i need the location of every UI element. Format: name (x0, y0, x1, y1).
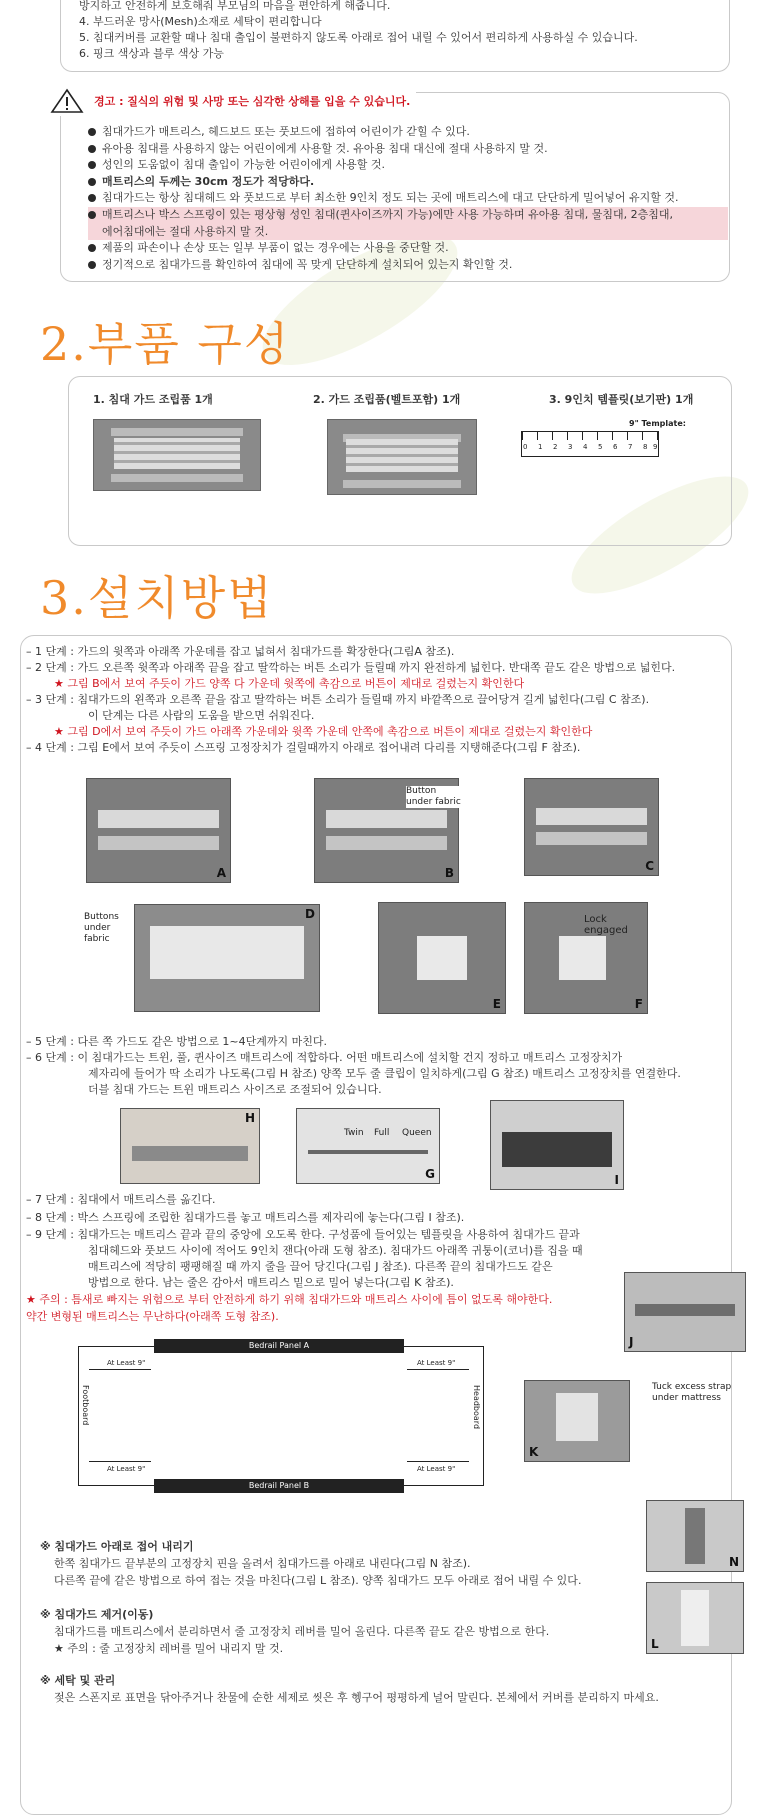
annotation-twin: Twin (344, 1128, 364, 1138)
guard-belt-photo (327, 419, 477, 495)
distance-label: At Least 9" (107, 1465, 146, 1473)
step-9-line2: 침대헤드와 풋보드 사이에 적어도 9인치 잰다(아래 도형 참조). 침대가드 아래쪽 귀퉁이(코너)를 집을 때 (88, 1244, 583, 1257)
feature-line: 5. 침대커버를 교환할 때나 침대 출입이 불편하지 않도록 아래로 접어 내릴 수 있어서 편리하게 사용하실 수 있습니다. (79, 31, 638, 44)
figure-label: I (614, 1173, 619, 1187)
section-title-text: 설치방법 (87, 571, 274, 625)
distance-label: At Least 9" (107, 1359, 146, 1367)
annotation-full: Full (374, 1128, 390, 1138)
feature-line: 방지하고 안전하게 보호해줘 부모님의 마음을 편안하게 해줍니다. (79, 0, 391, 12)
figure-label: K (529, 1445, 539, 1459)
step-3-note: 이 단계는 다른 사람의 도움을 받으면 쉬워진다. (88, 709, 315, 722)
footboard-label: Footboard (81, 1385, 90, 1426)
step-9: – 9 단계 : 침대가드는 매트리스 끝과 끝의 중앙에 오도록 한다. 구성품에 들어있는 템플릿을 사용하여 침대가드 끝과 (26, 1228, 580, 1241)
template-ruler (521, 431, 659, 457)
step-3-warning: ★ 그림 D에서 보여 주듯이 가드 아래쪽 가운데와 윗쪽 가운데 안쪽에 촉감으로 버튼이 제대로 걸렸는지 확인한다 (54, 725, 593, 738)
annotation-lock-engaged: Lock engaged (584, 914, 628, 936)
care-title: ※ 세탁 및 관리 (40, 1674, 116, 1687)
warning-item: 침대가드는 항상 침대헤드 와 풋보드로 부터 최소한 9인치 정도 되는 곳에 매트리스에 대고 단단하게 밀어넣어 유지할 것. (88, 190, 728, 207)
template-number: 1 (538, 443, 543, 451)
part-label: 1. 침대 가드 조립품 1개 (93, 393, 213, 406)
figure-label: H (244, 1111, 255, 1125)
figure-j (624, 1272, 746, 1352)
bedrail-panel-a: Bedrail Panel A (154, 1339, 404, 1353)
care-line: 젖은 스폰지로 표면을 닦아주거나 찬물에 순한 세제로 씻은 후 헹구어 평평하게 널어 말린다. 본체에서 커버를 분리하지 마세요. (54, 1691, 659, 1704)
parts-box (68, 376, 732, 546)
figure-label: G (425, 1167, 435, 1181)
warning-header (50, 86, 416, 116)
figure-e (378, 902, 506, 1014)
step-3: – 3 단계 : 침대가드의 왼쪽과 오른쪽 끝을 잡고 딸깍하는 버튼 소리가 들릴때 까지 바깥쪽으로 끌어당겨 길게 넓힌다(그림 C 참조). (26, 693, 650, 706)
fold-title: ※ 침대가드 아래로 접어 내리기 (40, 1540, 194, 1553)
template-number: 4 (583, 443, 588, 451)
step-6-line2: 제자리에 들어가 딱 소리가 나도록(그림 H 참조) 양쪽 모두 줄 클립이 일치하게(그림 G 참조) 매트리스 고정장치를 연결한다. (88, 1067, 681, 1080)
warning-item: 성인의 도움없이 침대 출입이 가능한 어린이에게 사용할 것. (88, 157, 728, 174)
headboard-label: Headboard (472, 1385, 481, 1430)
figure-n (646, 1500, 744, 1572)
step-4: – 4 단계 : 그림 E에서 보여 주듯이 스프링 고정장치가 걸릴때까지 아래로 접어내려 다리를 지탱해준다(그림 F 참조). (26, 741, 581, 754)
section-number: 2. (40, 317, 88, 371)
template-number: 8 (643, 443, 648, 451)
annotation-buttons-under-fabric: Buttons under fabric (84, 912, 119, 944)
fold-line: 다른쪽 끝에 같은 방법으로 하여 접는 것을 마친다(그림 L 참조). 양쪽 침대가드 모두 아래로 접어 내릴 수 있다. (54, 1574, 582, 1587)
part-label: 3. 9인치 템플릿(보기판) 1개 (549, 393, 694, 406)
template-number: 0 (523, 443, 528, 451)
distance-label: At Least 9" (417, 1465, 456, 1473)
remove-title: ※ 침대가드 제거(이동) (40, 1608, 154, 1621)
template-number: 2 (553, 443, 558, 451)
figure-label: B (444, 866, 454, 880)
warning-item: 제품의 파손이나 손상 또는 일부 부품이 없는 경우에는 사용을 중단할 것. (88, 240, 728, 257)
template-number: 6 (613, 443, 618, 451)
annotation-tuck-strap: Tuck excess strap under mattress (652, 1382, 732, 1403)
figure-label: F (634, 997, 643, 1011)
annotation-button-under-fabric: Button under fabric (406, 786, 461, 807)
figure-label: A (216, 866, 226, 880)
remove-line: 침대가드를 매트리스에서 분리하면서 줄 고정장치 레버를 밀어 올린다. 다른쪽 끝도 같은 방법으로 한다. (54, 1625, 550, 1638)
bedrail-panel-b: Bedrail Panel B (154, 1479, 404, 1493)
features-box (60, 0, 730, 72)
section-title-text: 부품 구성 (87, 317, 291, 371)
step-9-line3: 매트리스에 적당히 팽팽해질 때 까지 줄을 끌어 당긴다(그림 J 참조). 다른쪽 끝의 침대가드도 같은 (88, 1260, 553, 1273)
figure-l (646, 1582, 744, 1654)
step-6-line3: 더블 침대 가드는 트윈 매트리스 사이즈로 조절되어 있습니다. (88, 1083, 382, 1096)
figure-label: E (492, 997, 501, 1011)
warning-list (88, 124, 728, 273)
step-2: – 2 단계 : 가드 오른쪽 윗쪽과 아래쪽 끝을 잡고 딸깍하는 버튼 소리가 들릴때 까지 완전하게 넓힌다. 반대쪽 끝도 같은 방법으로 넓힌다. (26, 661, 676, 674)
caution-mattress: 약간 변형된 매트리스는 무난하다(아래쪽 도형 참조). (26, 1310, 279, 1323)
figure-d (134, 904, 320, 1012)
section-title-install (40, 562, 274, 628)
warning-title: 경고 : 질식의 위험 및 사망 또는 심각한 상해를 입을 수 있습니다. (94, 95, 411, 108)
bedrail-diagram (78, 1341, 484, 1490)
section-number: 3. (40, 571, 88, 625)
warning-item: 정기적으로 침대가드를 확인하여 침대에 꼭 맞게 단단하게 설치되어 있는지 확인할 것. (88, 257, 728, 274)
annotation-queen: Queen (402, 1128, 432, 1138)
step-6: – 6 단계 : 이 침대가드는 트윈, 풀, 퀸사이즈 매트리스에 적합하다. 어떤 매트리스에 설치할 건지 정하고 매트리스 고정장치가 (26, 1051, 623, 1064)
step-7: – 7 단계 : 침대에서 매트리스를 옮긴다. (26, 1193, 216, 1206)
feature-line: 6. 핑크 색상과 블루 색상 가능 (79, 47, 224, 60)
figure-label: N (728, 1555, 739, 1569)
bed-guard-photo (93, 419, 261, 491)
warning-item: 유아용 침대를 사용하지 않는 어린이에게 사용할 것. 유아용 침대 대신에 절대 사용하지 말 것. (88, 141, 728, 158)
remove-caution: ★ 주의 : 줄 고정장치 레버를 밀어 내리지 말 것. (54, 1642, 284, 1655)
step-8: – 8 단계 : 박스 스프링에 조립한 침대가드를 놓고 매트리스를 제자리에 놓는다(그림 I 참조). (26, 1211, 465, 1224)
step-2-note: ★ 그림 B에서 보여 주듯이 가드 양쪽 다 가운데 윗쪽에 촉감으로 버튼이 제대로 걸렸는지 확인한다 (54, 677, 525, 690)
figure-label: L (651, 1637, 659, 1651)
figure-label: J (629, 1335, 634, 1349)
template-number: 7 (628, 443, 633, 451)
section-title-parts (40, 308, 290, 374)
caution-gap: ★ 주의 : 틈새로 빠지는 위험으로 부터 안전하게 하기 위해 침대가드와 매트리스 사이에 틈이 없도록 해야한다. (26, 1293, 553, 1306)
distance-label: At Least 9" (417, 1359, 456, 1367)
step-9-line4: 방법으로 한다. 남는 줄은 감아서 매트리스 밑으로 밀어 넣는다(그림 K 참조). (88, 1276, 454, 1289)
figure-label: C (645, 859, 654, 873)
template-number: 9 (653, 443, 658, 451)
template-number: 5 (598, 443, 603, 451)
figure-label: D (305, 907, 315, 921)
figure-g (296, 1108, 440, 1184)
figure-k (524, 1380, 630, 1462)
fold-line: 한쪽 침대가드 끝부분의 고정장치 핀을 올려서 침대가드를 아래로 내린다(그림 N 참조). (54, 1557, 471, 1570)
template-label: 9" Template: (629, 419, 686, 428)
warning-item-highlight: 에어침대에는 절대 사용하지 말 것. (88, 224, 728, 241)
warning-item: 매트리스의 두께는 30cm 정도가 적당하다. (88, 174, 728, 191)
step-5: – 5 단계 : 다른 쪽 가드도 같은 방법으로 1~4단계까지 마친다. (26, 1035, 328, 1048)
warning-item-highlight: 매트리스나 박스 스프링이 있는 평상형 성인 침대(퀸사이즈까지 가능)에만 사용 가능하며 유아용 침대, 물침대, 2층침대, (88, 207, 728, 224)
figure-h (120, 1108, 260, 1184)
step-1: – 1 단계 : 가드의 윗쪽과 아래쪽 가운데를 잡고 넓혀서 침대가드를 확장한다(그림A 참조). (26, 645, 455, 658)
figure-i (490, 1100, 624, 1190)
figure-a (86, 778, 231, 883)
warning-item: 침대가드가 매트리스, 헤드보드 또는 풋보드에 접하여 어린이가 갇힐 수 있다. (88, 124, 728, 141)
template-number: 3 (568, 443, 573, 451)
warning-icon (50, 88, 84, 114)
feature-line: 4. 부드러운 망사(Mesh)소재로 세탁이 편리합니다 (79, 15, 322, 28)
part-label: 2. 가드 조립품(벨트포함) 1개 (313, 393, 461, 406)
figure-c (524, 778, 659, 876)
